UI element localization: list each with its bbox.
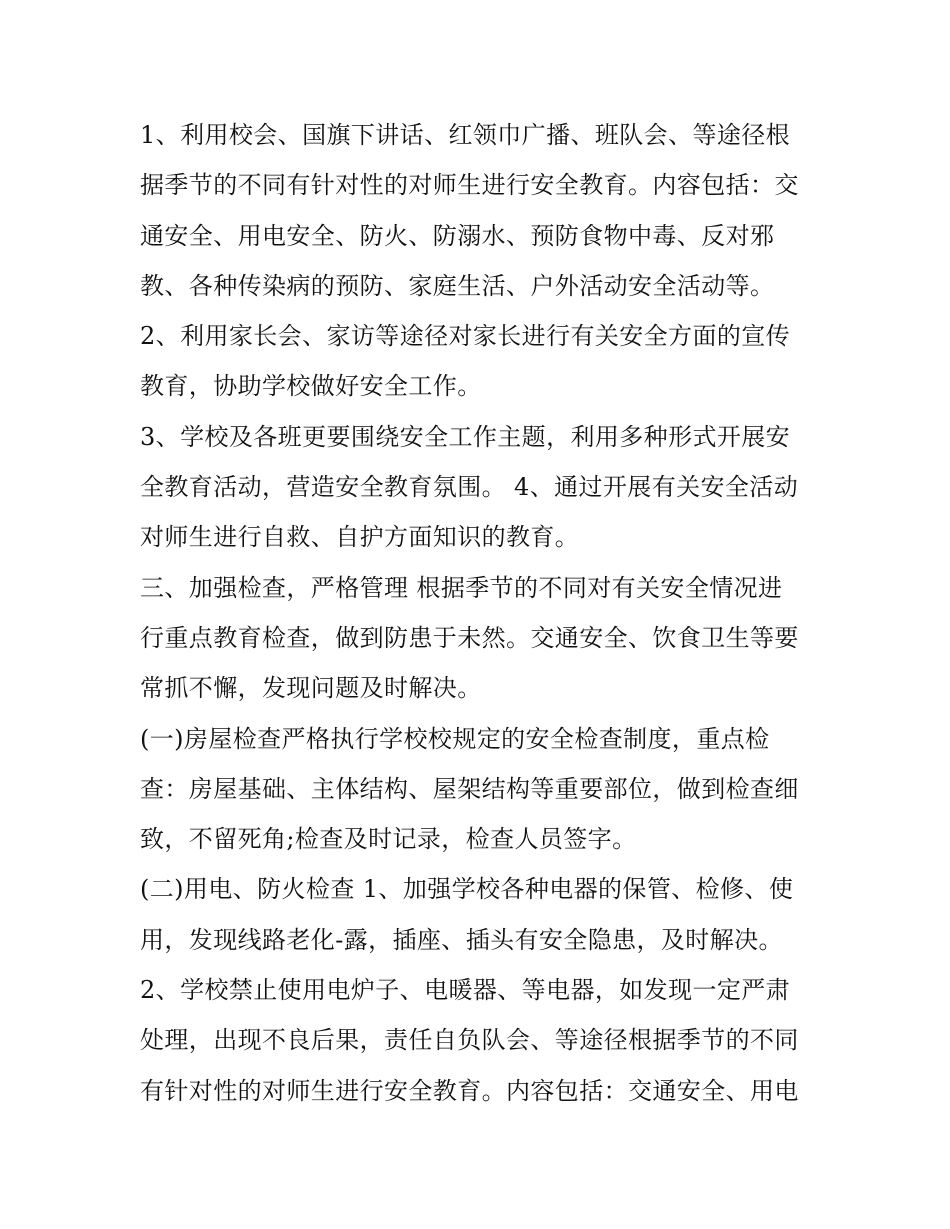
text-line-12: 常抓不懈，发现问题及时解决。 bbox=[140, 674, 482, 703]
text-line-1: 1、利用校会、国旗下讲话、红领巾广播、班队会、等途径根 bbox=[140, 121, 791, 149]
text-line-10: 三、加强检查，严格管理 根据季节的不同对有关安全情况进 bbox=[140, 573, 783, 602]
text-line-13: (一)房屋检查严格执行学校校规定的安全检查制度，重点检 bbox=[140, 724, 770, 753]
text-line-11: 行重点教育检查，做到防患于未然。交通安全、饮食卫生等要 bbox=[140, 623, 799, 652]
text-line-16: (二)用电、防火检查 1、加强学校各种电器的保管、检修、使 bbox=[140, 875, 794, 904]
text-line-3: 通安全、用电安全、防火、防溺水、预防食物中毒、反对邪 bbox=[140, 221, 775, 250]
text-line-7: 3、学校及各班更要围绕安全工作主题，利用多种形式开展安 bbox=[140, 422, 791, 451]
text-line-5: 2、利用家长会、家访等途径对家长进行有关安全方面的宣传 bbox=[140, 322, 791, 351]
text-line-18: 2、学校禁止使用电炉子、电暖器、等电器，如发现一定严肃 bbox=[140, 976, 791, 1005]
text-line-20: 有针对性的对师生进行安全教育。内容包括：交通安全、用电 bbox=[140, 1076, 799, 1105]
text-line-8: 全教育活动，营造安全教育氛围。 4、通过开展有关安全活动 bbox=[140, 473, 799, 502]
text-line-17: 用，发现线路老化-露，插座、插头有安全隐患，及时解决。 bbox=[140, 925, 783, 954]
document-body bbox=[140, 110, 830, 1116]
text-line-6: 教育，协助学校做好安全工作。 bbox=[140, 372, 482, 401]
text-line-2: 据季节的不同有针对性的对师生进行安全教育。内容包括：交 bbox=[140, 171, 799, 200]
text-line-4: 教、各种传染病的预防、家庭生活、户外活动安全活动等。 bbox=[140, 271, 775, 300]
text-line-14: 查：房屋基础、主体结构、屋架结构等重要部位，做到检查细 bbox=[140, 774, 799, 803]
text-line-9: 对师生进行自救、自护方面知识的教育。 bbox=[140, 523, 580, 552]
text-line-15: 致，不留死角;检查及时记录，检查人员签字。 bbox=[140, 825, 637, 854]
text-line-19: 处理，出现不良后果，责任自负队会、等途径根据季节的不同 bbox=[140, 1026, 799, 1055]
